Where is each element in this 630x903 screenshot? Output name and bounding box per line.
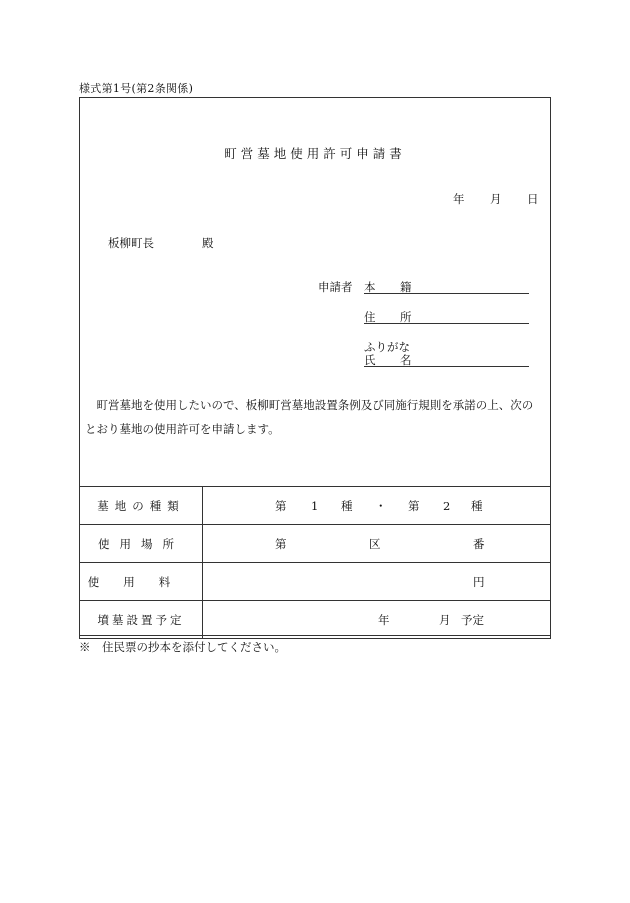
address-label-2: 所 xyxy=(400,310,412,324)
place-ku: 区 xyxy=(369,536,381,551)
date-year-label: 年 xyxy=(453,192,465,206)
form-title: 町営墓地使用許可申請書 xyxy=(224,146,406,161)
name-label-2: 名 xyxy=(400,353,412,367)
date-month-label: 月 xyxy=(490,192,502,206)
fee-yen: 円 xyxy=(473,574,485,589)
table-row xyxy=(80,487,551,525)
kind-shu-1: 種 xyxy=(341,498,353,513)
application-form xyxy=(79,97,551,636)
place-ban: 番 xyxy=(473,536,485,551)
addressee xyxy=(108,235,214,251)
application-statement: 町営墓地を使用したいので、板柳町営墓地設置条例及び同施行規則を承諾の上、次のとおり墓地の使用許可を申請します。 xyxy=(85,398,534,436)
kind-value-cell[interactable] xyxy=(203,487,551,525)
fee-header xyxy=(80,563,203,601)
plan-year: 年 xyxy=(378,612,390,627)
kind-shu-2: 種 xyxy=(471,498,483,513)
addressee-honorific: 殿 xyxy=(202,236,214,250)
plan-yotei: 予定 xyxy=(461,612,484,627)
form-number-label: 様式第1号(第2条関係) xyxy=(79,82,194,95)
name-field[interactable] xyxy=(364,352,529,367)
attachment-note: ※ 住民票の抄本を添付してください。 xyxy=(79,640,286,654)
domicile-field[interactable] xyxy=(364,279,529,294)
plan-month: 月 xyxy=(439,612,451,627)
kind-header-text: 墓地の種類 xyxy=(97,498,185,513)
fee-value-cell[interactable] xyxy=(203,563,551,601)
place-header xyxy=(80,525,203,563)
details-table xyxy=(79,486,551,639)
name-label-1: 氏 xyxy=(364,353,376,367)
kind-number-1: 1 xyxy=(311,498,319,513)
kind-header xyxy=(80,487,203,525)
kind-separator: ・ xyxy=(375,498,387,513)
plan-header-text: 墳墓設置予定 xyxy=(97,612,185,627)
plan-value-cell[interactable] xyxy=(203,601,551,639)
kind-dai-1: 第 xyxy=(275,498,287,513)
table-row xyxy=(80,563,551,601)
addressee-name: 板柳町長 xyxy=(108,236,154,250)
furigana-label: ふりがな xyxy=(364,340,410,354)
plan-header xyxy=(80,601,203,639)
table-row xyxy=(80,525,551,563)
kind-number-2: 2 xyxy=(443,498,451,513)
domicile-label-2: 籍 xyxy=(400,280,412,294)
place-dai: 第 xyxy=(275,536,287,551)
date-day-label: 日 xyxy=(527,192,539,206)
place-value-cell[interactable] xyxy=(203,525,551,563)
place-header-text: 使用場所 xyxy=(98,536,184,551)
address-label-1: 住 xyxy=(364,310,376,324)
address-field[interactable] xyxy=(364,309,529,324)
kind-dai-2: 第 xyxy=(408,498,420,513)
table-row xyxy=(80,601,551,639)
domicile-label-1: 本 xyxy=(364,280,376,294)
fee-header-text: 使用料 xyxy=(87,574,195,589)
applicant-label: 申請者 xyxy=(318,280,353,294)
